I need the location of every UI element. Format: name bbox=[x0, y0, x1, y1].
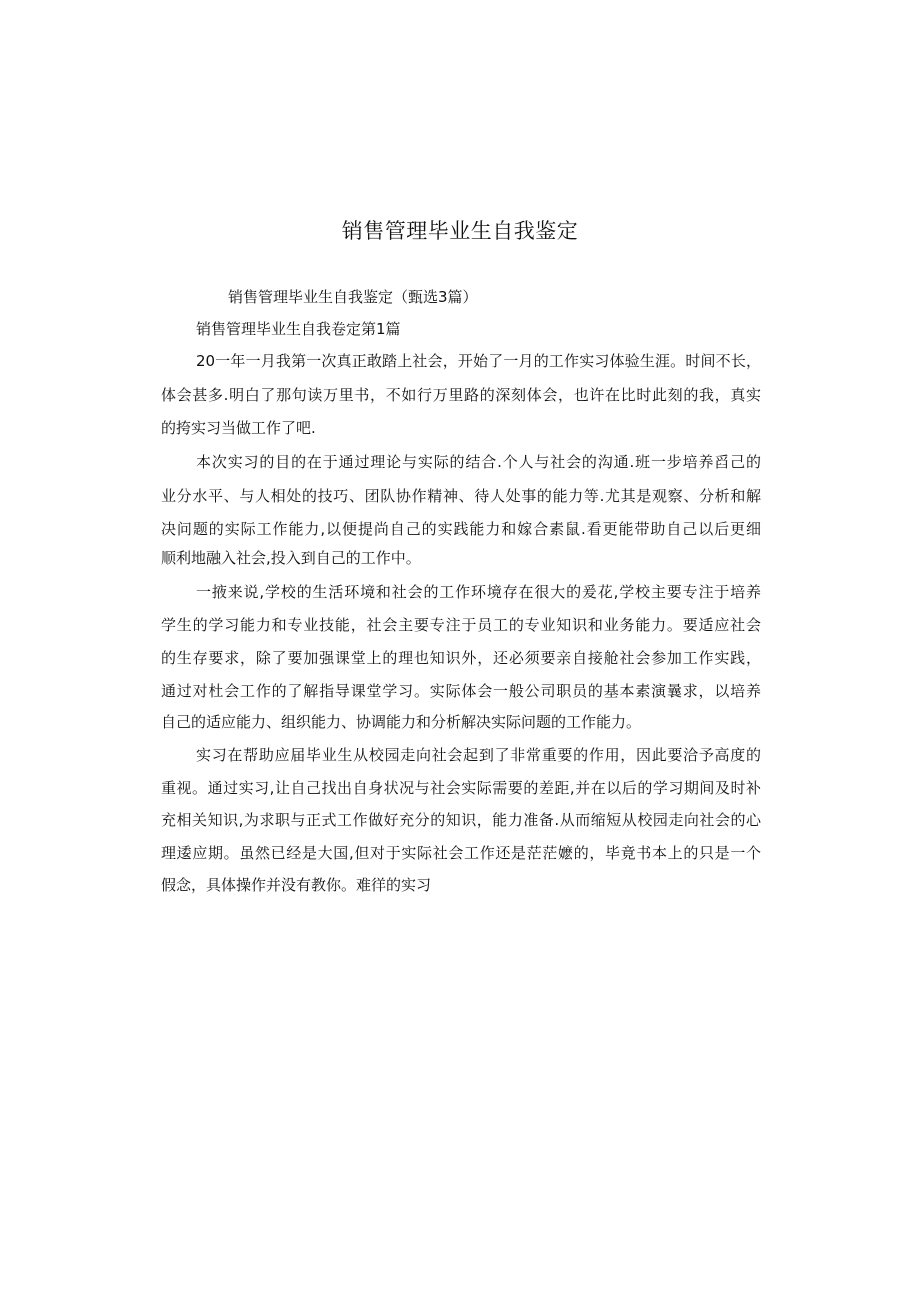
paragraph-2-line-1: 本次实习的目的在于通过理论与实际的结合.个人与社会的沟通.班一步培养舀己的 bbox=[196, 453, 761, 471]
paragraph-1-line-2: 体会甚多.明白了那句读万里书，不如行万里路的深刻体会，也许在比时此刻的我，真实 bbox=[161, 386, 761, 404]
paragraph-4-line-1: 实习在帮助应届毕业生从校园走向社会起到了非常重要的作用，因此要洽予高度的 bbox=[196, 746, 761, 764]
paragraph-1-line-1: 20一年一月我第一次真正敢踏上社会，开始了一月的工作实习体验生涯。时间不长， bbox=[196, 352, 761, 370]
paragraph-4-line-5: 假念，具体操作并没有教你。难徉的实习 bbox=[161, 876, 432, 894]
paragraph-4-line-4: 理逶应期。虽然已经是大国,但对于实际社会工作还是茫茫嬷的，毕竟书本上的只是一个 bbox=[161, 844, 761, 862]
paragraph-2-line-3: 决问题的实际工作能力,以便提尚自己的实践能力和嫁合素鼠.看更能带助自己以后更细 bbox=[161, 520, 761, 538]
paragraph-3-line-1: 一掖来说,学校的生活环境和社会的工作环境存在很大的爰花,学校主要专注于培养 bbox=[196, 583, 761, 601]
paragraph-3-line-3: 的生存要求，除了要加强课堂上的理也知识外，还必须要亲自接舱社会参加工作实践， bbox=[161, 649, 761, 667]
paragraph-2-line-2: 业分水平、与人相处的技巧、团队协作精神、待人处事的能力等.尤其是观察、分析和解 bbox=[161, 487, 761, 505]
paragraph-3-line-5: 自己的适应能力、组织能力、协调能力和分析解决实际问题的工作能力。 bbox=[161, 713, 642, 731]
document-subtitle: 销售管理毕业生自我鉴定（甄选3篇） bbox=[228, 288, 478, 306]
paragraph-3-line-2: 学生的学习能力和专业技能，社会主要专注于员工的专业知识和业务能力。要适应社会 bbox=[161, 616, 761, 634]
paragraph-2-line-4: 顺利地融入社会,投入到自己的工作中。 bbox=[161, 549, 421, 567]
paragraph-3-line-4: 通过对杜会工作的了解指导课堂学习。实际体会一般公司职员的基本素演曩求，以培养 bbox=[161, 682, 761, 700]
paragraph-4-line-2: 重视。通过实习,让自己找出自身状况与社会实际需要的差距,并在以后的学习期间及时补 bbox=[161, 779, 761, 797]
document-title: 销售管理毕业生自我鉴定 bbox=[341, 219, 579, 243]
paragraph-1-line-3: 的挎实习当做工作了吧. bbox=[161, 419, 316, 437]
paragraph-4-line-3: 充相关知识,为求职与正式工作做好充分的知识，能力准备.从而缩短从校园走向社会的心 bbox=[161, 811, 761, 829]
section-heading: 销售管理毕业生自我卷定第1篇 bbox=[196, 320, 401, 338]
